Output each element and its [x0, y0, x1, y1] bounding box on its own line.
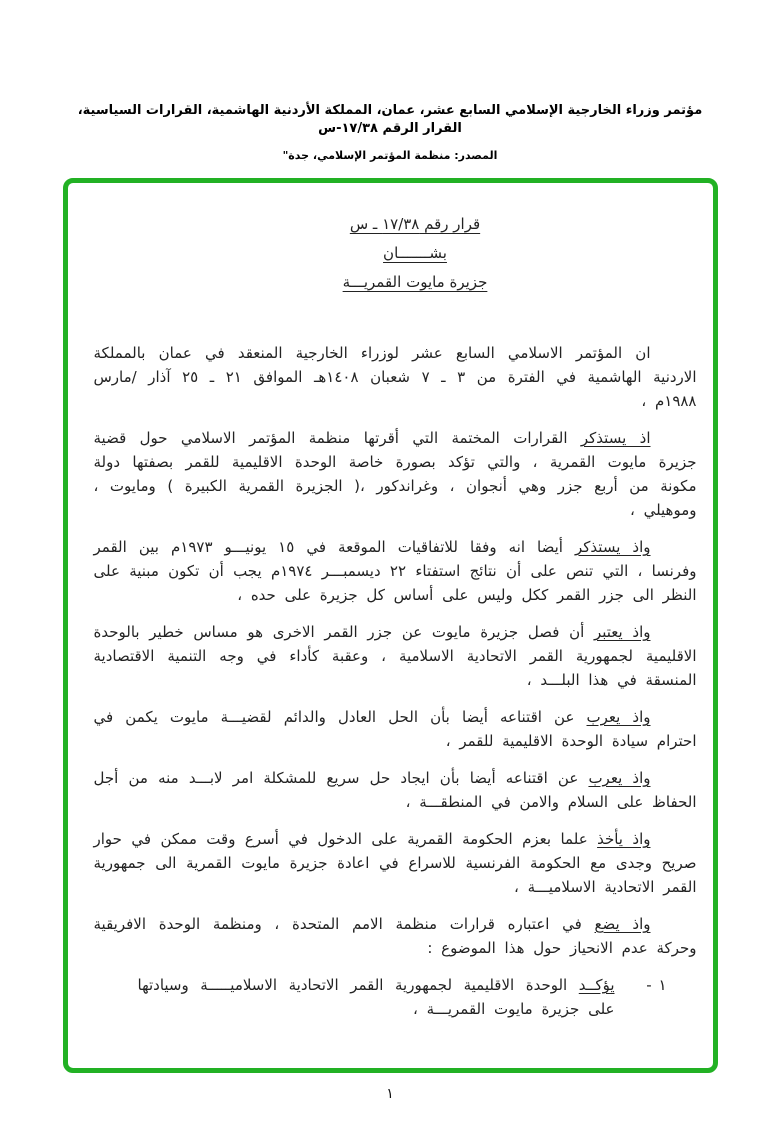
resolution-regarding-line: بشـــــــان — [383, 244, 447, 262]
paragraph-text: ان المؤتمر الاسلامي السابع عشر لوزراء الخارجية المنعقد في عمان بالمملكة الاردنية الهاشمية في الفترة من ٣ ـ ٧ شعبان ١٤٠٨هـ الموافق ٢١ ـ ٢٥ آذار /مارس ١٩٨٨م ، — [93, 344, 697, 410]
recital-paragraph — [94, 426, 697, 522]
paragraph-lead: اذ يستذكر — [580, 429, 651, 447]
source-line — [0, 149, 780, 163]
paragraph-lead: واذ يعتبر — [593, 623, 651, 641]
paragraph-text: في اعتباره قرارات منظمة الامم المتحدة ، ومنظمة الوحدة الافريقية وحركة عدم الانحياز حول هذا الموضوع : — [93, 915, 697, 957]
recital-paragraph — [94, 766, 697, 814]
paragraph-lead: واذ يستذكر — [575, 538, 651, 556]
paragraph-text: علما بعزم الحكومة القمرية على الدخول في أسرع وقت ممكن في حوار صريح وجدى مع الحكومة الفرنسية للاسراع في اعادة جزيرة مايوت القمرية الى جمهورية القمر الاتحادية الاسلاميـــة ، — [93, 830, 697, 896]
recital-paragraph — [94, 620, 697, 692]
resolution-title-block — [134, 210, 697, 297]
operative-item-1 — [94, 973, 697, 1021]
recital-paragraph — [94, 705, 697, 753]
document-citation-header: مؤتمر وزراء الخارجية الإسلامي السابع عشر، عمان، المملكة الأردنية الهاشمية، القرارات السياسية، القرار الرقم ١٧/٣٨-س — [77, 103, 703, 136]
page-header-area — [0, 0, 780, 163]
item-number: ١ - — [646, 976, 667, 994]
page-number: ١ — [386, 1086, 394, 1102]
paragraph-lead: واذ يأخذ — [597, 830, 651, 848]
source-label: المصدر: — [454, 149, 498, 162]
paragraph-text: أن فصل جزيرة مايوت عن جزر القمر الاخرى هو مساس خطير بالوحدة الاقليمية لجمهورية القمر الاتحادية الاسلامية ، وعقبة كأداء في وجه التنمية الاقتصادية المنسقة في هذا البلـــد ، — [93, 623, 697, 689]
recital-paragraph — [94, 535, 697, 607]
paragraph-text: عن اقتناعه أيضا بأن ايجاد حل سريع للمشكلة امر لابـــد منه من أجل الحفاظ على السلام والامن في المنطقـــة ، — [93, 769, 697, 811]
recital-paragraph — [94, 827, 697, 899]
resolution-subject-line: جزيرة مايوت القمريـــة — [342, 273, 488, 291]
paragraph-text: أيضا انه وفقا للاتفاقيات الموقعة في ١٥ يونيـــو ١٩٧٣م بين القمر وفرنسا ، التي تنص على أن نتائج استفتاء ٢٢ ديسمبـــر ١٩٧٤م يجب أن تكون مبنية على النظر الى جزر القمر ككل وليس على أساس كل جزيرة على حده ، — [93, 538, 697, 604]
paragraph-lead: واذ يعرب — [588, 769, 651, 787]
paragraph-text: عن اقتناعه أيضا بأن الحل العادل والدائم لقضيـــة مايوت يكمن في احترام سيادة الوحدة الاقليمية للقمر ، — [93, 708, 697, 750]
item-rest: الوحدة الاقليمية لجمهورية القمر الاتحادية الاسلاميـــــة وسيادتها على جزيرة مايوت القمريـــة ، — [137, 976, 615, 1018]
paragraph-lead: واذ يضع — [594, 915, 651, 933]
item-text — [138, 973, 615, 1021]
paragraph-lead: واذ يعرب — [586, 708, 651, 726]
source-value: منظمة المؤتمر الإسلامي، جدة" — [282, 149, 455, 162]
scanned-document-frame — [63, 178, 718, 1073]
recital-paragraph — [94, 912, 697, 960]
preamble-paragraph — [94, 341, 697, 413]
item-lead: يؤكــد — [578, 976, 615, 994]
paragraph-text: القرارات المختمة التي أقرتها منظمة المؤتمر الاسلامي حول قضية جزيرة مايوت القمرية ، والتي تؤكد بصورة خاصة الوحدة الاقليمية للقمر بصفتها دولة مكونة من أربع جزر وهي أنجوان ، وغراندكور ،( الجزيرة القمرية الكبيرة ) ومايوت ، وموهيلي ، — [93, 429, 697, 519]
resolution-number-line: قرار رقم ١٧/٣٨ ـ س — [349, 215, 481, 233]
